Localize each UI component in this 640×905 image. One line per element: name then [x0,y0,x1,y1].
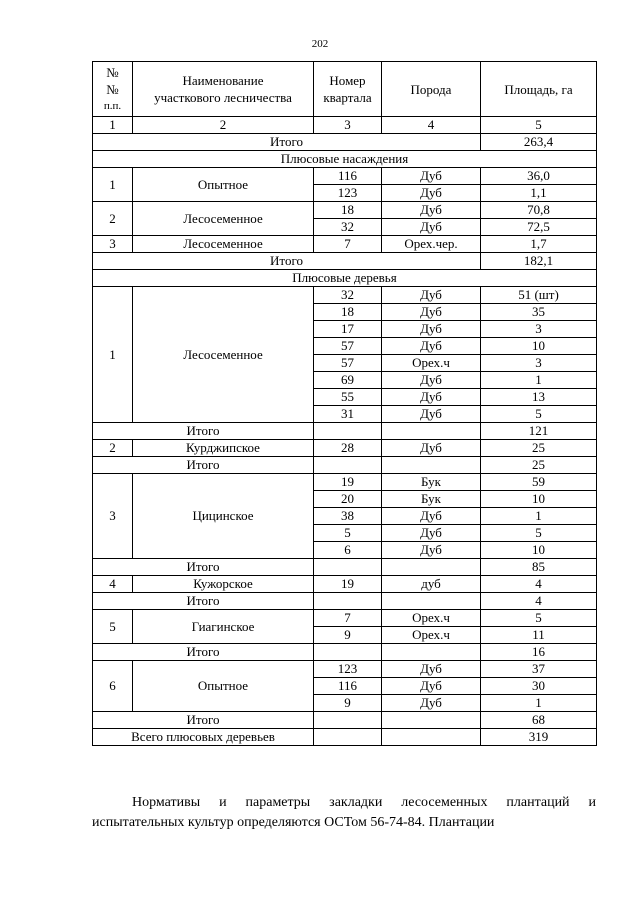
area-value: 1 [481,508,597,525]
species: Дуб [382,695,481,712]
quarter-number: 123 [314,661,382,678]
quarter-number: 116 [314,678,382,695]
quarter-number: 17 [314,321,382,338]
total-value: 25 [481,457,597,474]
area-value: 70,8 [481,202,597,219]
column-number: 4 [382,117,481,134]
area-value: 5 [481,610,597,627]
total-label: Итого [93,644,314,661]
empty-cell [382,712,481,729]
table-header-row [93,62,597,117]
species: Дуб [382,304,481,321]
table-row [93,576,597,593]
quarter-number: 18 [314,304,382,321]
area-value: 1 [481,695,597,712]
page-number: 202 [311,38,329,50]
empty-cell [314,593,382,610]
header-number: № № п.п. [93,62,133,117]
table-row [93,474,597,491]
total-row [93,253,597,270]
total-row [93,593,597,610]
header-forestry-name: Наименование участкового лесничества [133,62,314,117]
row-number: 1 [93,168,133,202]
total-label: Итого [93,134,481,151]
species: Дуб [382,440,481,457]
empty-cell [314,644,382,661]
table-row [93,610,597,627]
area-value: 3 [481,355,597,372]
column-number: 5 [481,117,597,134]
species: Дуб [382,202,481,219]
quarter-number: 38 [314,508,382,525]
total-label: Всего плюсовых деревьев [93,729,314,746]
forestry-name: Опытное [133,661,314,712]
area-value: 5 [481,406,597,423]
table-row [93,661,597,678]
species: дуб [382,576,481,593]
row-number: 3 [93,236,133,253]
row-number: 3 [93,474,133,559]
total-label: Итого [93,457,314,474]
row-number: 5 [93,610,133,644]
table-row [93,440,597,457]
total-row [93,457,597,474]
species: Дуб [382,185,481,202]
empty-cell [314,559,382,576]
forestry-name: Кужорское [133,576,314,593]
total-value: 85 [481,559,597,576]
total-row [93,712,597,729]
area-value: 13 [481,389,597,406]
quarter-number: 57 [314,338,382,355]
empty-cell [314,423,382,440]
species: Дуб [382,389,481,406]
empty-cell [382,423,481,440]
species: Орех.ч [382,627,481,644]
empty-cell [382,644,481,661]
quarter-number: 57 [314,355,382,372]
body-paragraph: Нормативы и параметры закладки лесосеменных плантаций и испытательных культур определяются ОСТом 56-74-84. Плантации [92,795,596,830]
row-number: 4 [93,576,133,593]
total-value: 263,4 [481,134,597,151]
total-value: 16 [481,644,597,661]
species: Орех.ч [382,610,481,627]
species: Дуб [382,542,481,559]
row-number: 2 [93,440,133,457]
area-value: 36,0 [481,168,597,185]
area-value: 1 [481,372,597,389]
species: Дуб [382,287,481,304]
table-row [93,168,597,185]
species: Дуб [382,525,481,542]
table-row [93,287,597,304]
table-row [93,236,597,253]
quarter-number: 18 [314,202,382,219]
empty-cell [382,457,481,474]
species: Орех.чер. [382,236,481,253]
header-area: Площадь, га [481,62,597,117]
total-label: Итого [93,423,314,440]
area-value: 35 [481,304,597,321]
quarter-number: 55 [314,389,382,406]
total-label: Итого [93,712,314,729]
forestry-name: Гиагинское [133,610,314,644]
total-label: Итого [93,593,314,610]
total-value: 68 [481,712,597,729]
empty-cell [314,457,382,474]
species: Дуб [382,678,481,695]
area-value: 59 [481,474,597,491]
quarter-number: 32 [314,287,382,304]
empty-cell [314,712,382,729]
species: Бук [382,474,481,491]
empty-cell [382,559,481,576]
area-value: 10 [481,542,597,559]
quarter-number: 31 [314,406,382,423]
row-number: 2 [93,202,133,236]
total-label: Итого [93,253,481,270]
quarter-number: 9 [314,695,382,712]
forest-plantations-table [92,61,597,746]
forestry-name: Лесосеменное [133,287,314,423]
species: Дуб [382,372,481,389]
area-value: 37 [481,661,597,678]
total-row [93,729,597,746]
total-row [93,134,597,151]
quarter-number: 19 [314,474,382,491]
species: Бук [382,491,481,508]
total-value: 319 [481,729,597,746]
species: Орех.ч [382,355,481,372]
total-row [93,644,597,661]
area-value: 3 [481,321,597,338]
quarter-number: 9 [314,627,382,644]
species: Дуб [382,508,481,525]
quarter-number: 69 [314,372,382,389]
forestry-name: Лесосеменное [133,236,314,253]
area-value: 25 [481,440,597,457]
area-value: 30 [481,678,597,695]
section-title: Плюсовые насаждения [93,151,597,168]
species: Дуб [382,406,481,423]
area-value: 5 [481,525,597,542]
column-numbers-row [93,117,597,134]
species: Дуб [382,168,481,185]
total-row [93,423,597,440]
quarter-number: 20 [314,491,382,508]
area-value: 1,1 [481,185,597,202]
species: Дуб [382,338,481,355]
total-value: 4 [481,593,597,610]
empty-cell [382,593,481,610]
quarter-number: 28 [314,440,382,457]
header-species: Порода [382,62,481,117]
column-number: 1 [93,117,133,134]
quarter-number: 7 [314,236,382,253]
forestry-name: Лесосеменное [133,202,314,236]
empty-cell [382,729,481,746]
total-value: 121 [481,423,597,440]
row-number: 1 [93,287,133,423]
area-value: 10 [481,338,597,355]
quarter-number: 19 [314,576,382,593]
section-title: Плюсовые деревья [93,270,597,287]
column-number: 3 [314,117,382,134]
row-number: 6 [93,661,133,712]
column-number: 2 [133,117,314,134]
total-value: 182,1 [481,253,597,270]
area-value: 10 [481,491,597,508]
area-value: 1,7 [481,236,597,253]
species: Дуб [382,321,481,338]
header-quarter-number: Номер квартала [314,62,382,117]
total-label: Итого [93,559,314,576]
quarter-number: 32 [314,219,382,236]
quarter-number: 7 [314,610,382,627]
forestry-name: Цицинское [133,474,314,559]
empty-cell [314,729,382,746]
forestry-name: Опытное [133,168,314,202]
species: Дуб [382,219,481,236]
section-row [93,270,597,287]
area-value: 11 [481,627,597,644]
forestry-name: Курджипское [133,440,314,457]
table-row [93,202,597,219]
species: Дуб [382,661,481,678]
quarter-number: 116 [314,168,382,185]
area-value: 4 [481,576,597,593]
total-row [93,559,597,576]
section-row [93,151,597,168]
quarter-number: 123 [314,185,382,202]
area-value: 72,5 [481,219,597,236]
quarter-number: 5 [314,525,382,542]
area-value: 51 (шт) [481,287,597,304]
quarter-number: 6 [314,542,382,559]
